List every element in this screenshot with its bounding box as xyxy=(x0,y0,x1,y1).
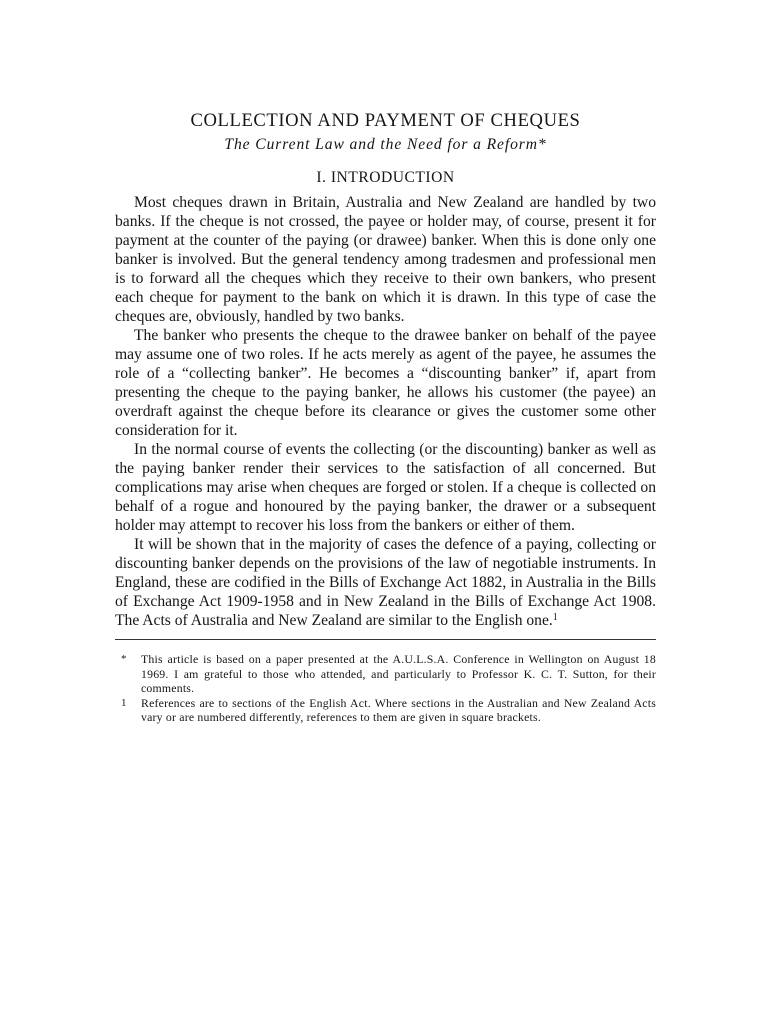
footnote-text: This article is based on a paper presented at the A.U.L.S.A. Conference in Wellington on August 18 1969. I am grateful to those who attended, and particularly to Professor K. C. T. Sutton, for their comments. xyxy=(141,652,656,695)
footnote xyxy=(115,696,656,725)
body-paragraph xyxy=(115,535,656,630)
footnote-text: References are to sections of the English Act. Where sections in the Australian and New Zealand Acts vary or are numbered differently, references to them are given in square brackets. xyxy=(141,695,656,724)
article-body xyxy=(115,193,656,630)
footnote-reference: 1 xyxy=(552,612,558,623)
article-subtitle: The Current Law and the Need for a Reform* xyxy=(224,136,547,153)
footnote-mark: 1 xyxy=(121,696,127,709)
footnote-divider xyxy=(115,639,656,640)
footnote xyxy=(115,652,656,696)
body-paragraph: Most cheques drawn in Britain, Australia and New Zealand are handled by two banks. If the cheque is not crossed, the payee or holder may, of course, present it for payment at the counter of the paying (or drawee) banker. When this is done only one banker is involved. But the general tendency among tradesmen and professional men is to forward all the cheques which they receive to their own bankers, who present each cheque for payment to the bank on which it is drawn. In this type of case the cheques are, obviously, handled by two banks. xyxy=(115,194,656,325)
body-paragraph: The banker who presents the cheque to the drawee banker on behalf of the payee may assume one of two roles. If he acts merely as agent of the payee, he assumes the role of a “collecting banker”. He becomes a “discounting banker” if, apart from presenting the cheque to the paying banker, he allows his customer (the payee) an overdraft against the cheque before its clearance or gives the customer some other consideration for it. xyxy=(115,327,656,439)
section-heading: I. INTRODUCTION xyxy=(316,169,455,186)
article-title: COLLECTION AND PAYMENT OF CHEQUES xyxy=(190,110,581,131)
footnote-mark: * xyxy=(121,653,127,665)
footnotes xyxy=(115,652,656,725)
article-page xyxy=(115,108,656,725)
paragraph-text: It will be shown that in the majority of cases the defence of a paying, collecting or discounting banker depends on the provisions of the law of negotiable instruments. In England, these are codified in the Bills of Exchange Act 1882, in Australia in the Bills of Exchange Act 1909-1958 and in New Zealand in the Bills of Exchange Act 1908. The Acts of Australia and New Zealand are similar to the English one. xyxy=(115,536,656,629)
body-paragraph: In the normal course of events the collecting (or the discounting) banker as well as the paying banker render their services to the satisfaction of all concerned. But complications may arise when cheques are forged or stolen. If a cheque is collected on behalf of a rogue and honoured by the paying banker, the drawer or a subsequent holder may attempt to recover his loss from the bankers or either of them. xyxy=(115,441,656,534)
